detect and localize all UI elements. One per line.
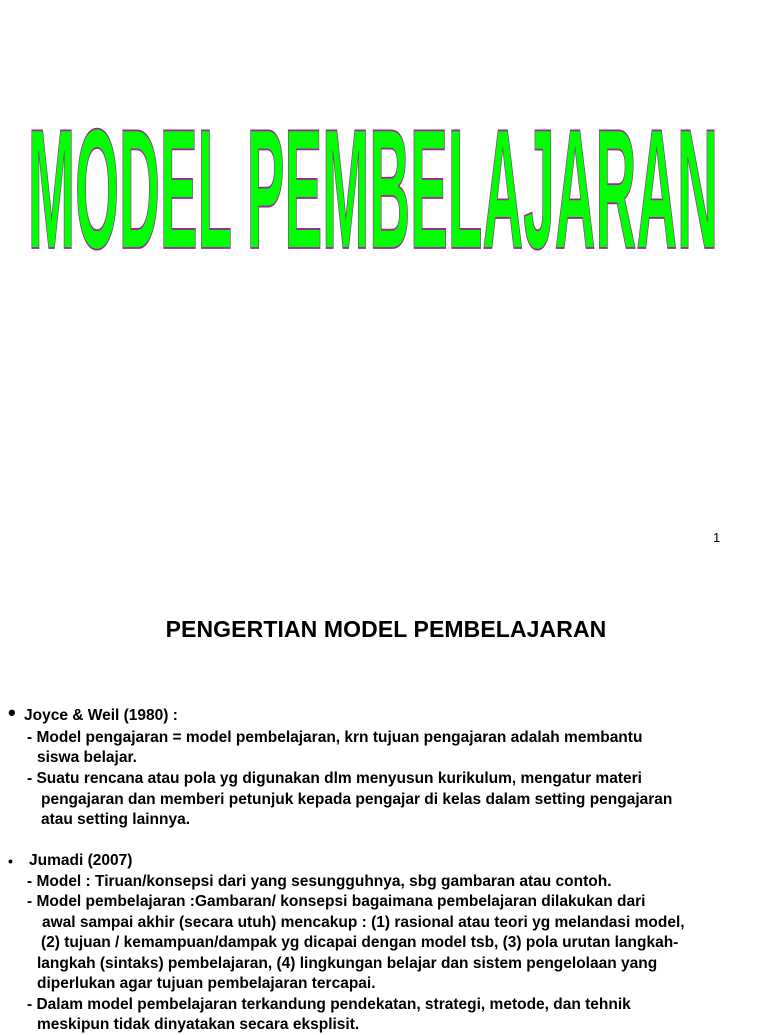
page-number: 1 bbox=[713, 530, 721, 545]
text-line: siswa belajar. bbox=[37, 749, 137, 766]
text-line: langkah (sintaks) pembelajaran, (4) lingkungan belajar dan sistem pengelolaan yang bbox=[37, 955, 658, 972]
text-line: - Dalam model pembelajaran terkandung pendekatan, strategi, metode, dan tehnik bbox=[27, 996, 631, 1013]
slide-2 bbox=[0, 572, 768, 1033]
text-line: - Model pembelajaran :Gambaran/ konsepsi bagaimana pembelajaran dilakukan dari bbox=[27, 893, 646, 910]
text-line: Jumadi (2007) bbox=[29, 852, 133, 869]
text-line: meskipun tidak dinyatakan secara eksplisit. bbox=[37, 1016, 360, 1033]
text-line: pengajaran dan memberi petunjuk kepada pengajar di kelas dalam setting pengajaran bbox=[41, 791, 673, 808]
wordart-title bbox=[0, 0, 768, 300]
text-line: awal sampai akhir (secara utuh) mencakup : (1) rasional atau teori yg melandasi model, bbox=[42, 914, 685, 931]
slide-2-title: PENGERTIAN MODEL PEMBELAJARAN bbox=[165, 616, 607, 642]
text-line: Joyce & Weil (1980) : bbox=[24, 707, 178, 724]
text-line: - Model pengajaran = model pembelajaran, krn tujuan pengajaran adalah membantu bbox=[27, 729, 643, 746]
text-line: - Suatu rencana atau pola yg digunakan dlm menyusun kurikulum, mengatur materi bbox=[27, 770, 642, 787]
bullet-icon: • bbox=[8, 853, 13, 869]
text-line: diperlukan agar tujuan pembelajaran tercapai. bbox=[37, 975, 376, 992]
text-line: - Model : Tiruan/konsepsi dari yang sesungguhnya, sbg gambaran atau contoh. bbox=[27, 873, 612, 890]
text-line: (2) tujuan / kemampuan/dampak yg dicapai dengan model tsb, (3) pola urutan langkah- bbox=[41, 934, 679, 951]
wordart-title-text: MODEL PEMBELAJARAN bbox=[28, 94, 718, 286]
text-line: atau setting lainnya. bbox=[41, 811, 191, 828]
bullet-icon: • bbox=[8, 700, 16, 725]
